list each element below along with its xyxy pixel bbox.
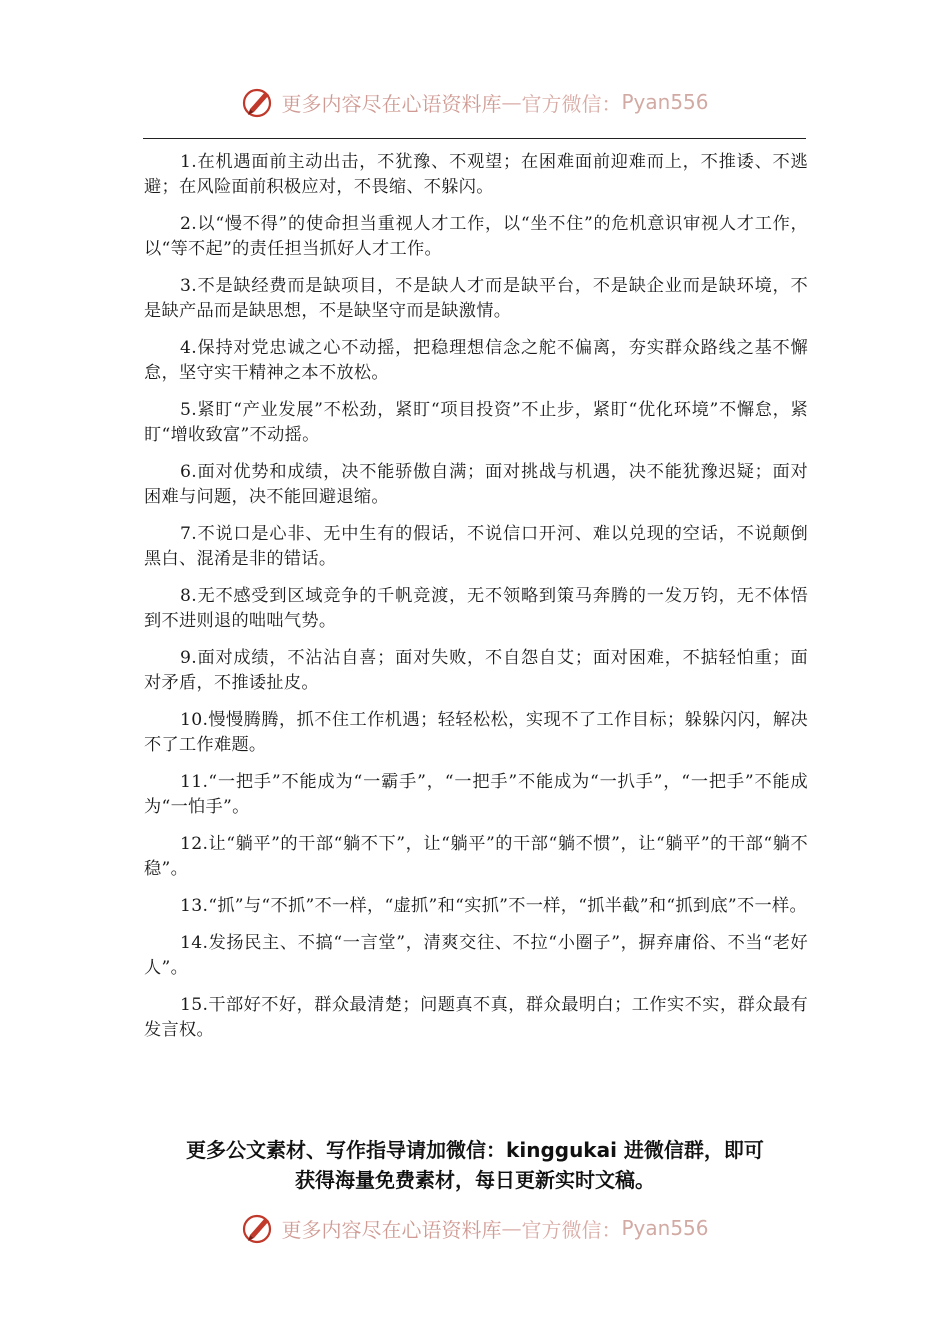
promo-line-2: 获得海量免费素材，每日更新实时文稿。	[295, 1168, 655, 1192]
list-item: 4.保持对党忠诚之心不动摇，把稳理想信念之舵不偏离，夯实群众路线之基不懈怠，坚守实干精神之本不放松。	[144, 338, 808, 383]
footer-banner-dash: —	[501, 1216, 522, 1240]
footer-banner-text	[281, 1214, 708, 1243]
promo-notice	[120, 1135, 830, 1195]
footer-banner-wechat: Pyan556	[621, 1216, 709, 1240]
pen-circle-logo-icon	[241, 85, 275, 119]
header-divider	[143, 138, 806, 139]
header-banner	[0, 82, 950, 122]
header-banner-middle: 官方微信：	[521, 91, 622, 116]
list-item: 14.发扬民主、不搞“一言堂”，清爽交往、不拉“小圈子”，摒弃庸俗、不当“老好人”。	[144, 933, 808, 978]
header-banner-lead: 更多内容尽在心语资料库	[281, 91, 502, 116]
list-item: 9.面对成绩，不沾沾自喜；面对失败，不自怨自艾；面对困难，不掂轻怕重；面对矛盾，不推诿扯皮。	[144, 648, 808, 693]
list-item: 10.慢慢腾腾，抓不住工作机遇；轻轻松松，实现不了工作目标；躲躲闪闪，解决不了工作难题。	[144, 710, 808, 755]
list-item: 15.干部好不好，群众最清楚；问题真不真，群众最明白；工作实不实，群众最有发言权。	[144, 995, 808, 1040]
list-item: 1.在机遇面前主动出击，不犹豫、不观望；在困难面前迎难而上，不推诿、不逃避；在风险面前积极应对，不畏缩、不躲闪。	[144, 152, 808, 197]
list-item: 13.“抓”与“不抓”不一样，“虚抓”和“实抓”不一样，“抓半截”和“抓到底”不一样。	[180, 896, 807, 916]
list-item: 12.让“躺平”的干部“躺不下”，让“躺平”的干部“躺不惯”，让“躺平”的干部“躺不稳”。	[144, 834, 808, 879]
promo-line-1: 更多公文素材、写作指导请加微信：kinggukai 进微信群，即可	[186, 1138, 764, 1162]
list-item: 2.以“慢不得”的使命担当重视人才工作，以“坐不住”的危机意识审视人才工作，以“等不起”的责任担当抓好人才工作。	[144, 214, 808, 259]
list-item: 5.紧盯“产业发展”不松劲，紧盯“项目投资”不止步，紧盯“优化环境”不懈怠，紧盯“增收致富”不动摇。	[144, 400, 808, 445]
pen-circle-logo-icon	[241, 1211, 275, 1245]
footer-banner	[0, 1208, 950, 1248]
document-body	[144, 150, 808, 1055]
header-banner-wechat: Pyan556	[621, 90, 709, 114]
list-item: 8.无不感受到区域竞争的千帆竞渡，无不领略到策马奔腾的一发万钧，无不体悟到不进则退的咄咄气势。	[144, 586, 808, 631]
list-item: 3.不是缺经费而是缺项目，不是缺人才而是缺平台，不是缺企业而是缺环境，不是缺产品而是缺思想，不是缺坚守而是缺激情。	[144, 276, 808, 321]
footer-banner-lead: 更多内容尽在心语资料库	[281, 1217, 502, 1242]
header-banner-text	[281, 88, 708, 117]
list-item: 11.“一把手”不能成为“一霸手”，“一把手”不能成为“一扒手”，“一把手”不能成为“一怕手”。	[144, 772, 808, 817]
footer-banner-middle: 官方微信：	[521, 1217, 622, 1242]
list-item: 6.面对优势和成绩，决不能骄傲自满；面对挑战与机遇，决不能犹豫迟疑；面对困难与问题，决不能回避退缩。	[144, 462, 808, 507]
list-item: 7.不说口是心非、无中生有的假话，不说信口开河、难以兑现的空话，不说颠倒黑白、混淆是非的错话。	[144, 524, 808, 569]
header-banner-dash: —	[501, 90, 522, 114]
